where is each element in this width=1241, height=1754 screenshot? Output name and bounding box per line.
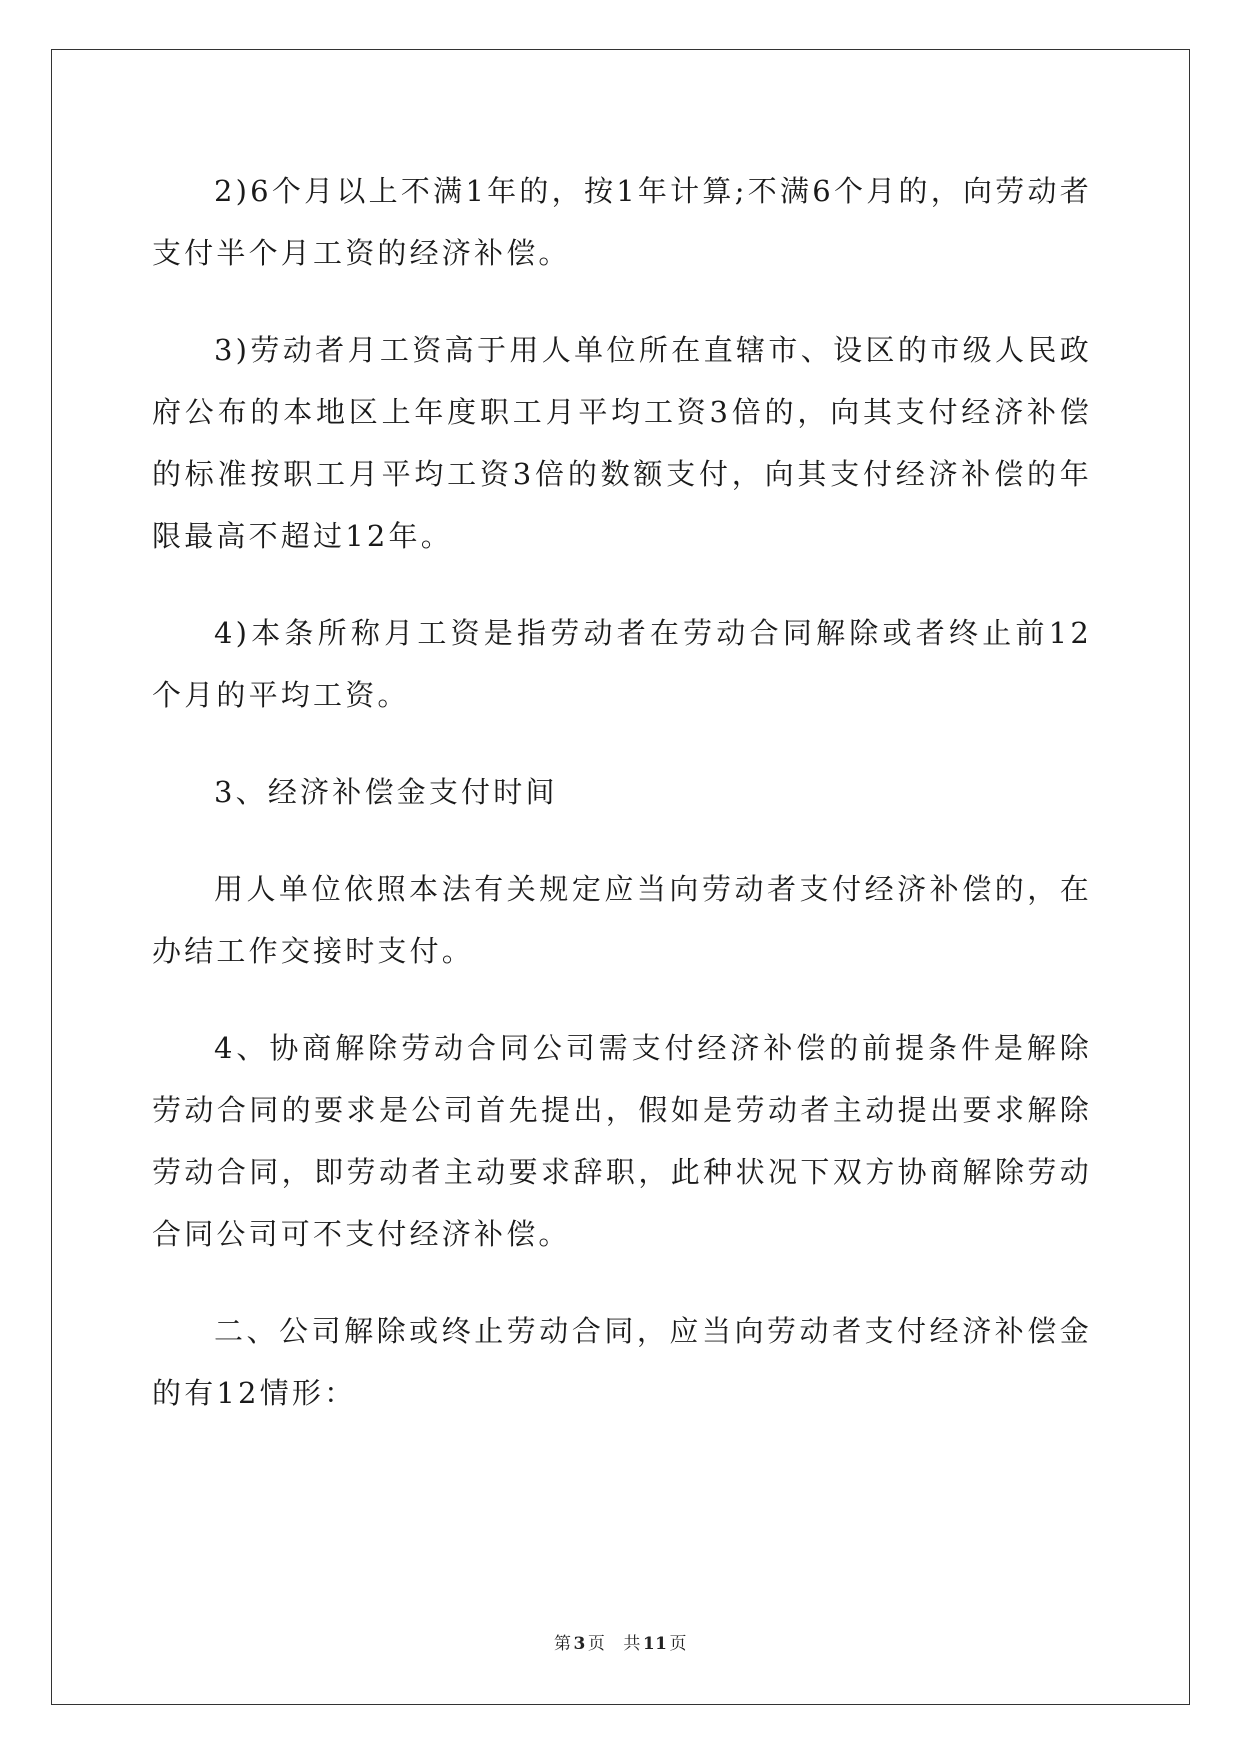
section-heading-12-situations: 二、公司解除或终止劳动合同，应当向劳动者支付经济补偿金的有12情形：: [152, 1314, 1092, 1410]
page-footer: [0, 1629, 1241, 1654]
section-heading-payment-time: 3、经济补偿金支付时间: [214, 775, 558, 809]
paragraph-2-6-months: 2)6个月以上不满1年的，按1年计算;不满6个月的，向劳动者支付半个月工资的经济补偿。: [152, 174, 1092, 270]
total-suffix: 页: [669, 1634, 687, 1654]
paragraph-3-high-wage-cap: 3)劳动者月工资高于用人单位所在直辖市、设区的市级人民政府公布的本地区上年度职工月平均工资3倍的，向其支付经济补偿的标准按职工月平均工资3倍的数额支付，向其支付经济补偿的年限最高不超过12年。: [152, 333, 1092, 553]
paragraph-payment-time: 用人单位依照本法有关规定应当向劳动者支付经济补偿的，在办结工作交接时支付。: [152, 872, 1092, 968]
page-number: 3: [573, 1634, 586, 1654]
total-prefix: 共: [623, 1634, 641, 1654]
total-pages: 11: [642, 1634, 668, 1654]
paragraph-negotiated-termination: 4、协商解除劳动合同公司需支付经济补偿的前提条件是解除劳动合同的要求是公司首先提出，假如是劳动者主动提出要求解除劳动合同，即劳动者主动要求辞职，此种状况下双方协商解除劳动合同公司可不支付经济补偿。: [152, 1031, 1092, 1251]
page-prefix: 第: [553, 1634, 572, 1654]
page-suffix: 页: [587, 1634, 606, 1654]
document-body: [152, 160, 1092, 1459]
paragraph-4-monthly-wage-definition: 4)本条所称月工资是指劳动者在劳动合同解除或者终止前12个月的平均工资。: [152, 616, 1092, 712]
